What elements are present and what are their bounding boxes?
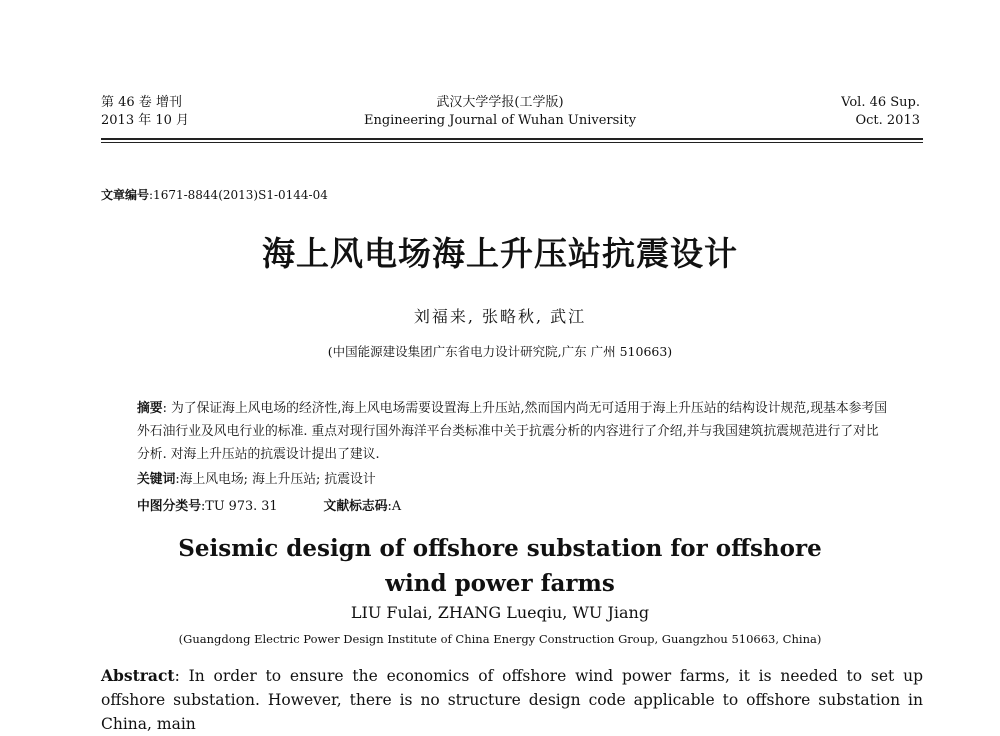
authors-cn: 刘福来, 张略秋, 武江 <box>413 307 587 326</box>
article-number-value: :1671-8844(2013)S1-0144-04 <box>149 188 328 202</box>
header-rule-thick <box>101 138 923 140</box>
abstract-en-text: : In order to ensure the economics of offshore wind power farms, it is needed to set up offshore substation. However, there is no structure design code applicable to offshore substation in China, main <box>101 667 923 733</box>
date-en: Oct. 2013 <box>855 113 920 128</box>
abstract-cn <box>137 397 887 466</box>
article-number <box>101 186 328 203</box>
affiliation-en: (Guangdong Electric Power Design Institute of China Energy Construction Group, Guangzhou 510663, China) <box>178 632 822 646</box>
affiliation-cn: (中国能源建设集团广东省电力设计研究院,广东 广州 510663) <box>327 344 673 359</box>
clc-value: :TU 973. 31 <box>200 499 278 514</box>
journal-name-cn: 武汉大学学报(工学版) <box>436 95 564 110</box>
header-rule-thin <box>101 142 923 143</box>
volume-issue: 第 46 卷 增刊 <box>101 95 182 110</box>
paper-title-cn: 海上风电场海上升压站抗震设计 <box>262 234 738 273</box>
abstract-en-label: Abstract <box>101 666 175 685</box>
journal-name-en: Engineering Journal of Wuhan University <box>363 113 637 128</box>
keywords-cn-label: 关键词 <box>137 472 176 487</box>
keywords-cn <box>137 468 376 487</box>
doc-code-value: :A <box>387 499 402 514</box>
doc-code-label: 文献标志码 <box>323 499 388 514</box>
classification-line <box>137 495 401 514</box>
article-number-label: 文章编号 <box>101 188 150 202</box>
paper-title-en-line1: Seismic design of offshore substation for offshore <box>178 535 822 562</box>
abstract-cn-text: : 为了保证海上风电场的经济性,海上风电场需要设置海上升压站,然而国内尚无可适用于海上升压站的结构设计规范,现基本参考国外石油行业及风电行业的标准. 重点对现行国外海洋平台类标准中关于抗震分析的内容进行了介绍,并与我国建筑抗震规范进行了对比分析. 对海上升压站的抗震设计提出了建议. <box>137 401 888 462</box>
journal-volume-en <box>841 94 920 130</box>
abstract-en <box>101 664 923 736</box>
authors-en: LIU Fulai, ZHANG Lueqiu, WU Jiang <box>350 603 650 622</box>
abstract-cn-label: 摘要 <box>137 401 163 416</box>
keywords-cn-text: :海上风电场; 海上升压站; 抗震设计 <box>175 472 376 487</box>
paper-title-en-line2: wind power farms <box>385 570 615 597</box>
volume-en: Vol. 46 Sup. <box>841 95 920 110</box>
clc-label: 中图分类号 <box>137 499 201 514</box>
publication-date: 2013 年 10 月 <box>101 113 190 128</box>
